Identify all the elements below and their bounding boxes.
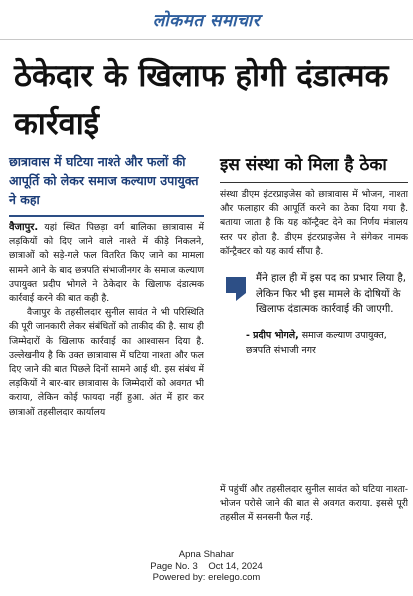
page-footer	[0, 549, 413, 584]
masthead	[0, 0, 413, 40]
attribution-title: समाज कल्याण उपायुक्त, छत्रपति संभाजी नगर	[246, 329, 387, 356]
publication-name: Apna Shahar	[178, 549, 235, 560]
article-paragraph-1	[9, 221, 204, 306]
right-column	[220, 152, 408, 358]
left-column	[9, 152, 204, 596]
quote-attribution	[220, 328, 408, 358]
pull-quote-text: मैंने हाल ही में इस पद का प्रभार लिया है, लेकिन फिर भी इस मामले के दोषियों के खिलाफ दंडात्मक कार्रवाई की जाएगी.	[256, 273, 407, 316]
article-body	[9, 221, 204, 596]
article-paragraph-2-text: वैजापुर के तहसीलदार सुनील सावंत ने भी परिस्थिति की पूरी जानकारी लेकर संबंधितों को ताकीद की है. साथ ही जिम्मेदारों के खिलाफ कार्रवाई का आश्वासन दिया है. उल्लेखनीय है कि उक्त छात्रावास में घटिया नाश्ता और फल दिए जाने की बात पिछले दिनों सामने आई थी. इस संबंध में लड़कियों ने बार-बार छात्रावास के जिम्मेदारों को अवगत भी कराया, लेकिन कोई फायदा नहीं हुआ. अंत में हार कर छात्राओं तहसीलदार कार्यालय	[9, 307, 204, 418]
article-subhead: छात्रावास में घटिया नाश्ते और फलों की आपूर्ति को लेकर समाज कल्याण उपायुक्त ने कहा	[9, 154, 199, 207]
dateline: वैजापुर.	[9, 222, 39, 233]
continued-paragraph: में पहुंचीं और तहसीलदार सुनील सावंत को घटिया नाश्ता-भोजन परोसे जाने की बात से अवगत कराया. इससे पूरी तहसील में सनसनी फैल गई.	[220, 484, 408, 524]
article-paragraph-2	[9, 306, 204, 420]
sidebar-divider	[220, 182, 408, 183]
pull-quote	[220, 271, 408, 318]
attribution-name: - प्रदीप भोगले,	[246, 329, 299, 341]
subhead-divider	[9, 215, 204, 217]
masthead-title: लोकमत समाचार	[152, 11, 261, 31]
powered-by: Powered by: erelego.com	[152, 572, 261, 583]
page-info: Page No. 3 Oct 14, 2024	[150, 560, 263, 572]
article-paragraph-1-text: यहां स्थित पिछड़ा वर्ग बालिका छात्रावास में लड़कियों को दिए जाने वाले नाश्ते में कीड़े निकलने, छात्राओं को सड़े-गले फल वितरित किए जाने का मामला सामने आने के बाद छत्रपति संभाजीनगर के समाज कल्याण उपायुक्त प्रदीप भोगले ने ठेकेदार के खिलाफ दंडात्मक कार्रवाई करने की बात कही है.	[9, 222, 204, 305]
quote-mark-icon	[224, 275, 248, 303]
headline: ठेकेदार के खिलाफ होगी दंडात्मक कार्रवाई	[14, 58, 389, 142]
sidebar-paragraph: संस्था डीएम इंटरप्राइजेस को छात्रावास में भोजन, नाश्ता और फलाहार की आपूर्ति करने का ठेका दिया गया है. बताया जाता है कि यह कॉन्ट्रैक्ट देने का निर्णय मंत्रालय स्तर पर होता है. डीएम इंटरप्राइजेस ने संगेकर नामक कॉन्ट्रैक्टर को यह कार्य सौंपा है.	[220, 189, 408, 257]
sidebar-heading: इस संस्था को मिला है ठेका	[220, 155, 387, 175]
